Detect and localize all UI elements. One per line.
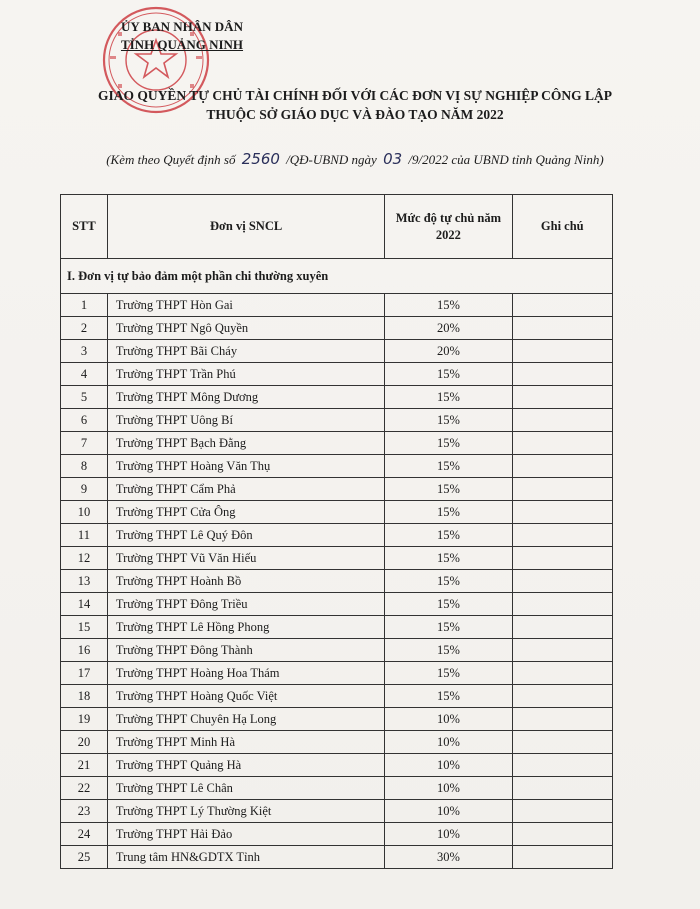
row-stt: 8	[61, 455, 108, 478]
row-stt: 24	[61, 823, 108, 846]
row-unit-name: Trường THPT Quảng Hà	[107, 754, 384, 777]
row-stt: 9	[61, 478, 108, 501]
row-note	[512, 754, 612, 777]
section-title: I. Đơn vị tự bảo đảm một phần chi thường xuyên	[61, 259, 613, 294]
row-unit-name: Trường THPT Lê Hồng Phong	[107, 616, 384, 639]
row-note	[512, 731, 612, 754]
row-unit-name: Trường THPT Minh Hà	[107, 731, 384, 754]
table-row	[61, 340, 613, 363]
row-autonomy-level: 15%	[385, 547, 512, 570]
table-row	[61, 593, 613, 616]
row-unit-name: Trường THPT Trần Phú	[107, 363, 384, 386]
table-row	[61, 317, 613, 340]
row-autonomy-level: 15%	[385, 455, 512, 478]
header-autonomy-level: Mức độ tự chủ năm 2022	[385, 195, 512, 259]
row-autonomy-level: 20%	[385, 317, 512, 340]
document-subtitle	[40, 150, 670, 169]
row-note	[512, 823, 612, 846]
subtitle-prefix: (Kèm theo Quyết định số	[106, 152, 236, 167]
decision-number: 2560	[241, 150, 280, 168]
row-autonomy-level: 20%	[385, 340, 512, 363]
title-line-1: GIAO QUYỀN TỰ CHỦ TÀI CHÍNH ĐỐI VỚI CÁC ĐƠN VỊ SỰ NGHIỆP CÔNG LẬP	[97, 88, 613, 103]
row-stt: 19	[61, 708, 108, 731]
row-autonomy-level: 15%	[385, 662, 512, 685]
subtitle-mid: /QĐ-UBND ngày	[286, 152, 377, 167]
row-autonomy-level: 15%	[385, 409, 512, 432]
row-stt: 1	[61, 294, 108, 317]
row-unit-name: Trường THPT Bạch Đằng	[107, 432, 384, 455]
table-row	[61, 547, 613, 570]
row-unit-name: Trường THPT Hoàng Văn Thụ	[107, 455, 384, 478]
row-unit-name: Trường THPT Hoành Bồ	[107, 570, 384, 593]
table-header-row	[61, 195, 613, 259]
row-autonomy-level: 10%	[385, 754, 512, 777]
row-stt: 22	[61, 777, 108, 800]
row-stt: 25	[61, 846, 108, 869]
subtitle-suffix: /9/2022 của UBND tỉnh Quảng Ninh)	[408, 152, 604, 167]
row-autonomy-level: 10%	[385, 731, 512, 754]
row-note	[512, 777, 612, 800]
row-autonomy-level: 10%	[385, 777, 512, 800]
row-note	[512, 386, 612, 409]
row-stt: 18	[61, 685, 108, 708]
header-stt: STT	[61, 195, 108, 259]
row-note	[512, 409, 612, 432]
table-row	[61, 386, 613, 409]
row-stt: 12	[61, 547, 108, 570]
row-unit-name: Trường THPT Cửa Ông	[107, 501, 384, 524]
table-row	[61, 639, 613, 662]
row-note	[512, 662, 612, 685]
table-row	[61, 823, 613, 846]
authority-line-2: TỈNH QUẢNG NINH	[120, 37, 244, 52]
row-unit-name: Trường THPT Lý Thường Kiệt	[107, 800, 384, 823]
row-stt: 13	[61, 570, 108, 593]
row-autonomy-level: 15%	[385, 294, 512, 317]
table-row	[61, 363, 613, 386]
row-stt: 16	[61, 639, 108, 662]
row-note	[512, 455, 612, 478]
row-stt: 21	[61, 754, 108, 777]
decision-day: 03	[383, 150, 403, 168]
row-note	[512, 501, 612, 524]
table-row	[61, 777, 613, 800]
row-unit-name: Trường THPT Uông Bí	[107, 409, 384, 432]
row-autonomy-level: 15%	[385, 616, 512, 639]
row-note	[512, 547, 612, 570]
row-unit-name: Trường THPT Vũ Văn Hiếu	[107, 547, 384, 570]
row-stt: 20	[61, 731, 108, 754]
row-stt: 5	[61, 386, 108, 409]
row-note	[512, 478, 612, 501]
row-autonomy-level: 15%	[385, 685, 512, 708]
row-note	[512, 317, 612, 340]
row-note	[512, 524, 612, 547]
table-row	[61, 570, 613, 593]
row-autonomy-level: 15%	[385, 593, 512, 616]
row-stt: 6	[61, 409, 108, 432]
autonomy-table	[60, 194, 613, 869]
row-unit-name: Trường THPT Hoàng Hoa Thám	[107, 662, 384, 685]
row-stt: 23	[61, 800, 108, 823]
row-autonomy-level: 15%	[385, 524, 512, 547]
table-row	[61, 478, 613, 501]
table-row	[61, 754, 613, 777]
row-note	[512, 340, 612, 363]
title-line-2: THUỘC SỞ GIÁO DỤC VÀ ĐÀO TẠO NĂM 2022	[206, 107, 504, 122]
authority-line-1: ỦY BAN NHÂN DÂN	[121, 19, 243, 34]
row-autonomy-level: 15%	[385, 570, 512, 593]
table-row	[61, 455, 613, 478]
table-row	[61, 731, 613, 754]
row-autonomy-level: 10%	[385, 708, 512, 731]
row-unit-name: Trường THPT Chuyên Hạ Long	[107, 708, 384, 731]
row-autonomy-level: 15%	[385, 639, 512, 662]
header-note: Ghi chú	[512, 195, 612, 259]
row-note	[512, 294, 612, 317]
section-row	[61, 259, 613, 294]
row-note	[512, 432, 612, 455]
row-stt: 17	[61, 662, 108, 685]
row-stt: 4	[61, 363, 108, 386]
table-row	[61, 616, 613, 639]
row-unit-name: Trường THPT Mông Dương	[107, 386, 384, 409]
row-stt: 10	[61, 501, 108, 524]
row-note	[512, 570, 612, 593]
row-unit-name: Trường THPT Cẩm Phả	[107, 478, 384, 501]
document-title	[40, 86, 670, 124]
table-row	[61, 708, 613, 731]
row-unit-name: Trường THPT Đông Triều	[107, 593, 384, 616]
table-row	[61, 501, 613, 524]
row-unit-name: Trường THPT Hòn Gai	[107, 294, 384, 317]
row-note	[512, 616, 612, 639]
row-unit-name: Trường THPT Ngô Quyền	[107, 317, 384, 340]
row-stt: 15	[61, 616, 108, 639]
row-stt: 3	[61, 340, 108, 363]
row-autonomy-level: 15%	[385, 432, 512, 455]
row-unit-name: Trường THPT Lê Chân	[107, 777, 384, 800]
row-note	[512, 639, 612, 662]
header-unit: Đơn vị SNCL	[107, 195, 384, 259]
row-stt: 2	[61, 317, 108, 340]
table-row	[61, 846, 613, 869]
row-unit-name: Trường THPT Hoàng Quốc Việt	[107, 685, 384, 708]
row-note	[512, 708, 612, 731]
row-autonomy-level: 15%	[385, 501, 512, 524]
row-autonomy-level: 30%	[385, 846, 512, 869]
row-note	[512, 800, 612, 823]
row-unit-name: Trường THPT Đông Thành	[107, 639, 384, 662]
row-autonomy-level: 15%	[385, 478, 512, 501]
table-row	[61, 800, 613, 823]
row-autonomy-level: 15%	[385, 363, 512, 386]
row-autonomy-level: 10%	[385, 800, 512, 823]
row-unit-name: Trường THPT Lê Quý Đôn	[107, 524, 384, 547]
row-autonomy-level: 15%	[385, 386, 512, 409]
row-unit-name: Trung tâm HN&GDTX Tỉnh	[107, 846, 384, 869]
table-row	[61, 432, 613, 455]
row-stt: 14	[61, 593, 108, 616]
row-note	[512, 846, 612, 869]
row-autonomy-level: 10%	[385, 823, 512, 846]
table-row	[61, 294, 613, 317]
table-row	[61, 662, 613, 685]
table-row	[61, 409, 613, 432]
row-note	[512, 363, 612, 386]
row-unit-name: Trường THPT Bãi Cháy	[107, 340, 384, 363]
row-stt: 11	[61, 524, 108, 547]
row-unit-name: Trường THPT Hải Đảo	[107, 823, 384, 846]
table-row	[61, 685, 613, 708]
table-row	[61, 524, 613, 547]
row-stt: 7	[61, 432, 108, 455]
issuing-authority	[92, 18, 272, 54]
row-note	[512, 685, 612, 708]
row-note	[512, 593, 612, 616]
